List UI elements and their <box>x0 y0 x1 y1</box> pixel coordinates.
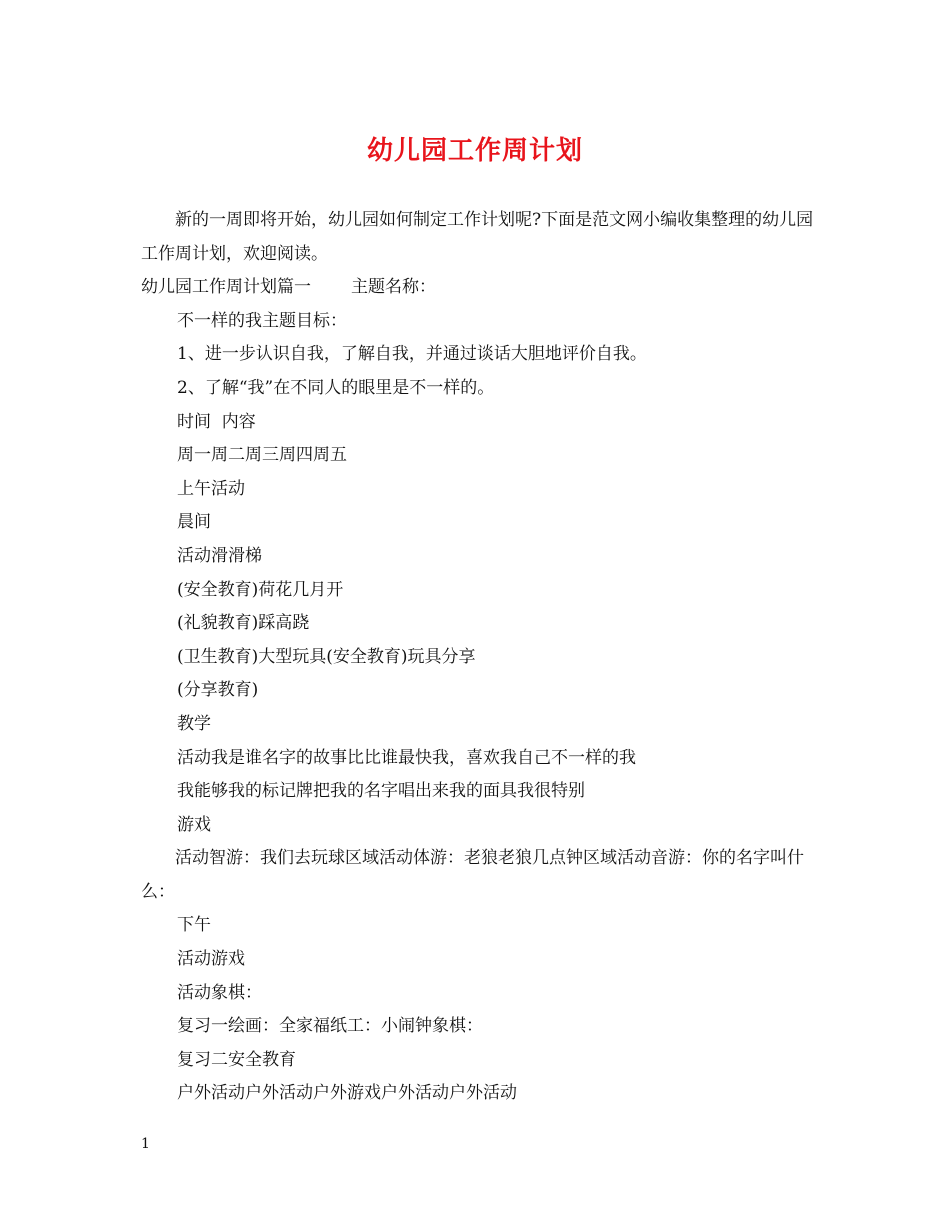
text-line: 我能够我的标记牌把我的名字唱出来我的面具我很特别 <box>177 781 585 802</box>
text-line: (礼貌教育)踩高跷 <box>177 613 310 634</box>
text-line: 游戏 <box>177 814 211 835</box>
section-subject: 主题名称： <box>351 277 436 298</box>
intro-paragraph: 新的一周即将开始，幼儿园如何制定工作计划呢?下面是范文网小编收集整理的幼儿园工作周计划，欢迎阅读。 <box>141 210 814 264</box>
text-line: 活动游戏 <box>177 949 245 970</box>
document-title: 幼儿园工作周计划 <box>366 136 583 166</box>
text-line: 1、进一步认识自我，了解自我，并通过谈话大胆地评价自我。 <box>177 344 647 365</box>
section-heading-line <box>141 271 816 305</box>
text-line: 时间 内容 <box>177 411 256 432</box>
text-line: (安全教育)荷花几月开 <box>177 579 344 600</box>
text-line: 教学 <box>177 713 211 734</box>
text-line: 复习二安全教育 <box>177 1049 296 1070</box>
text-line: 活动象棋： <box>177 982 262 1003</box>
text-line: 上午活动 <box>177 478 245 499</box>
text-line: 活动滑滑梯 <box>177 545 262 566</box>
text-line: 不一样的我主题目标： <box>177 310 347 331</box>
page-number: 1 <box>141 1136 150 1152</box>
document-body <box>141 204 816 1111</box>
wrapped-text-line: 活动智游：我们去玩球区域活动体游：老狼老狼几点钟区域活动音游：你的名字叫什么： <box>141 848 804 902</box>
text-line: 复习一绘画：全家福纸工：小闹钟象棋： <box>177 1016 483 1037</box>
text-line: 周一周二周三周四周五 <box>177 445 347 466</box>
text-line: 下午 <box>177 915 211 936</box>
section-heading: 幼儿园工作周计划篇一 <box>141 277 311 298</box>
text-line: (卫生教育)大型玩具(安全教育)玩具分享 <box>177 646 476 667</box>
text-line: 户外活动户外活动户外游戏户外活动户外活动 <box>177 1083 517 1104</box>
text-line: (分享教育) <box>177 680 259 701</box>
text-line: 2、了解“我”在不同人的眼里是不一样的。 <box>177 377 495 398</box>
text-line: 晨间 <box>177 512 211 533</box>
text-line: 活动我是谁名字的故事比比谁最快我，喜欢我自己不一样的我 <box>177 747 636 768</box>
